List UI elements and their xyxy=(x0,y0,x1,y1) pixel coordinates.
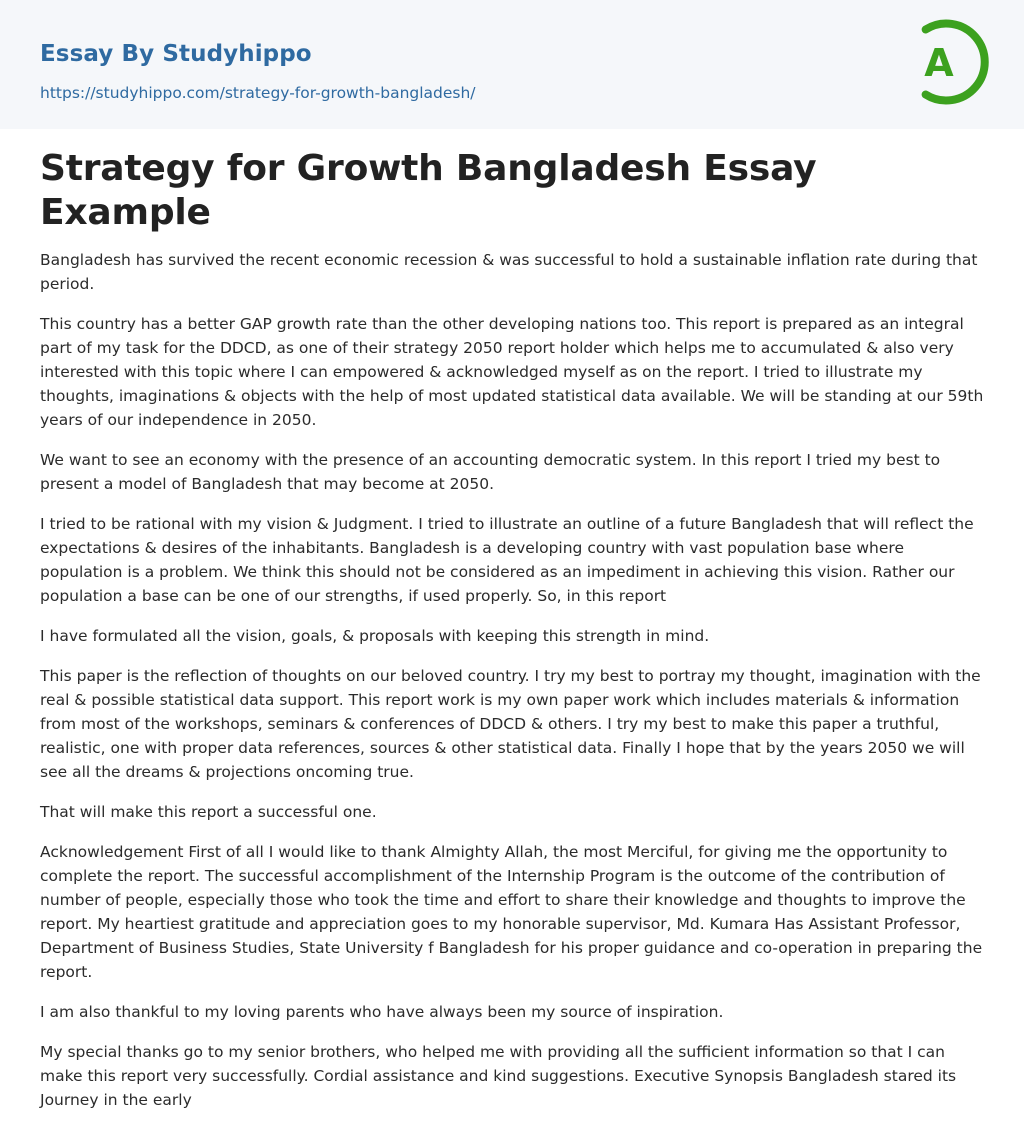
page-title: Strategy for Growth Bangladesh Essay Example xyxy=(40,148,817,233)
logo-letter: A xyxy=(924,41,954,85)
essay-paragraph: Bangladesh has survived the recent economic recession & was successful to hold a sustainable inflation rate during that period. xyxy=(40,251,978,293)
essay-paragraph: I have formulated all the vision, goals, & proposals with keeping this strength in mind. xyxy=(40,627,710,645)
essay-paragraph: I am also thankful to my loving parents who have always been my source of inspiration. xyxy=(40,1003,724,1021)
essay-paragraph: My special thanks go to my senior brothers, who helped me with providing all the sufficient information so that I can make this report very successfully. Cordial assistance and kind suggestions. Executive Synopsis Bangladesh stared its Journey in the early xyxy=(40,1043,957,1109)
source-url-link[interactable]: https://studyhippo.com/strategy-for-growth-bangladesh/ xyxy=(40,84,476,102)
essay-paragraph: Acknowledgement First of all I would like to thank Almighty Allah, the most Merciful, for giving me the opportunity to complete the report. The successful accomplishment of the Internship Program is the outcome of the contribution of number of people, especially those who took the time and effort to share their knowledge and thoughts to improve the report. My heartiest gratitude and appreciation goes to my honorable supervisor, Md. Kumara Has Assistant Professor, Department of Business Studies, State University f Bangladesh for his proper guidance and co-operation in preparing the report. xyxy=(40,843,983,981)
essay-paragraph: I tried to be rational with my vision & Judgment. I tried to illustrate an outline of a future Bangladesh that will reflect the expectations & desires of the inhabitants. Bangladesh is a developing country with vast population base where population is a problem. We think this should not be considered as an impediment in achieving this vision. Rather our population a base can be one of our strengths, if used properly. So, in this report xyxy=(40,515,974,605)
essay-body xyxy=(40,248,988,1112)
article xyxy=(0,129,1024,1112)
site-header xyxy=(0,0,1024,129)
essay-paragraph: This paper is the reflection of thoughts on our beloved country. I try my best to portray my thought, imagination with the real & possible statistical data support. This report work is my own paper work which includes materials & information from most of the workshops, seminars & conferences of DDCD & others. I try my best to make this paper a truthful, realistic, one with proper data references, sources & other statistical data. Finally I hope that by the years 2050 we will see all the dreams & projections oncoming true. xyxy=(40,667,981,781)
essay-paragraph: We want to see an economy with the presence of an accounting democratic system. In this report I tried my best to present a model of Bangladesh that may become at 2050. xyxy=(40,451,941,493)
site-name: Essay By Studyhippo xyxy=(40,41,312,67)
essay-paragraph: This country has a better GAP growth rate than the other developing nations too. This report is prepared as an integral part of my task for the DDCD, as one of their strategy 2050 report holder which helps me to accumulated & also very interested with this topic where I can empowered & acknowledged myself as on the report. I tried to illustrate my thoughts, imaginations & objects with the help of most updated statistical data available. We will be standing at our 59th years of our independence in 2050. xyxy=(40,315,984,429)
studyhippo-logo-icon[interactable] xyxy=(905,17,993,107)
essay-paragraph: That will make this report a successful one. xyxy=(40,803,377,821)
